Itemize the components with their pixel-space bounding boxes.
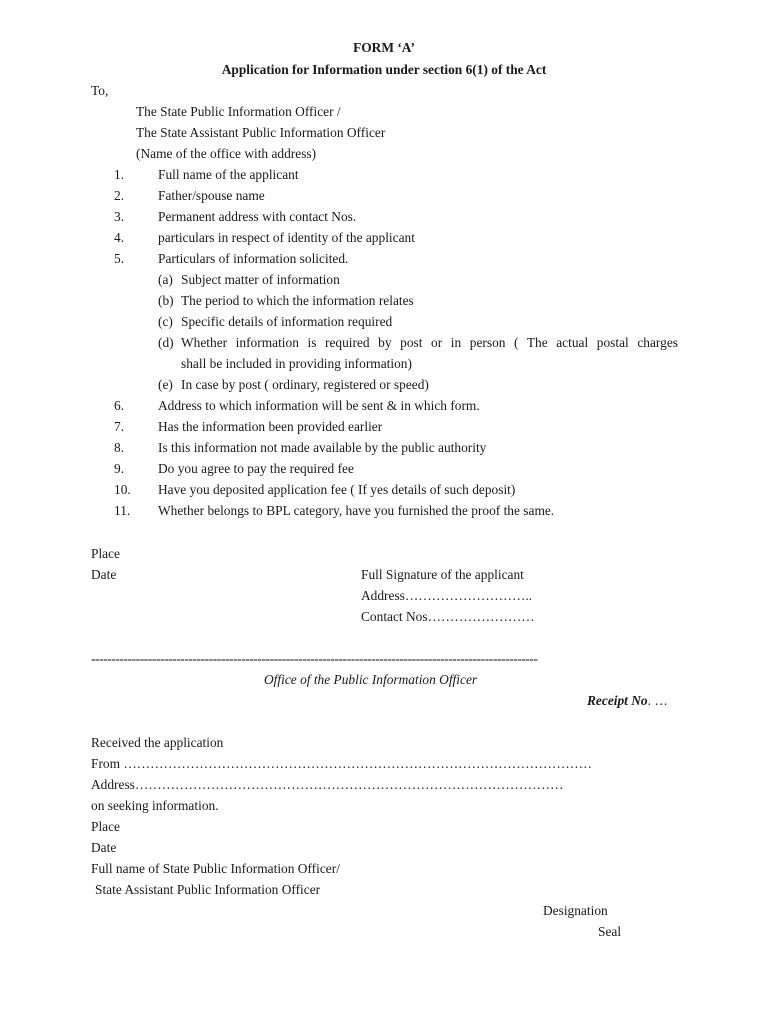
item-number: 3. [114,209,125,224]
item-number: 5. [114,251,125,266]
item-text: Is this information not made available by the public authority [158,440,487,455]
receipt-place-label: Place [91,819,120,834]
to-label: To, [91,83,109,98]
item-text: Has the information been provided earlier [158,419,383,434]
sub-item-text: The period to which the information relates [181,293,414,308]
receipt-address-field: Address…………………………………………………………………………………… [91,777,564,792]
receipt-suffix: . … [647,693,668,708]
item-number: 11. [114,503,131,518]
item-number: 10. [114,482,131,497]
item-text: Whether belongs to BPL category, have you furnished the proof the same. [158,503,555,518]
office-heading: Office of the Public Information Officer [264,672,478,687]
seal-label: Seal [598,924,622,939]
sub-item-letter: (c) [158,314,173,329]
form-title: FORM ‘A’ [353,40,415,55]
sub-item-letter: (a) [158,272,173,287]
contact-field: Contact Nos…………………… [361,609,535,624]
date-label: Date [91,567,117,582]
sub-item-letter: (d) [158,335,174,350]
receipt-date-label: Date [91,840,117,855]
received-text: Received the application [91,735,224,750]
seeking-text: on seeking information. [91,798,219,813]
officer-name-line: Full name of State Public Information Officer/ [91,861,340,876]
from-field: From …………………………………………………………………………………………… [91,756,593,771]
item-text: Permanent address with contact Nos. [158,209,357,224]
item-number: 8. [114,440,125,455]
form-subtitle: Application for Information under section 6(1) of the Act [221,62,547,77]
item-text: Father/spouse name [158,188,265,203]
place-label: Place [91,546,120,561]
item-number: 1. [114,167,125,182]
receipt-number [587,693,668,709]
item-text: Full name of the applicant [158,167,299,182]
item-text: Address to which information will be sent & in which form. [158,398,480,413]
sub-item-letter: (e) [158,377,173,392]
item-text: Particulars of information solicited. [158,251,349,266]
item-text: Do you agree to pay the required fee [158,461,354,476]
address-field: Address……………………….. [361,588,533,603]
item-number: 7. [114,419,125,434]
item-text: particulars in respect of identity of the applicant [158,230,415,245]
receipt-label: Receipt No [587,693,648,708]
sub-item-letter: (b) [158,293,174,308]
item-text: Have you deposited application fee ( If yes details of such deposit) [158,482,516,497]
sub-item-text: In case by post ( ordinary, registered or speed) [181,377,429,392]
officer-name-line: State Assistant Public Information Officer [95,882,321,897]
sub-item-text-continued: shall be included in providing information) [181,356,412,371]
signature-label: Full Signature of the applicant [361,567,524,582]
item-number: 4. [114,230,125,245]
addressee-line: The State Assistant Public Information Officer [136,125,386,140]
designation-label: Designation [543,903,608,918]
item-number: 2. [114,188,125,203]
addressee-line: The State Public Information Officer / [136,104,341,119]
sub-item-text: Specific details of information required [181,314,393,329]
sub-item-text: Whether information is required by post or in person ( The actual postal charges [181,335,678,350]
item-number: 6. [114,398,125,413]
addressee-line: (Name of the office with address) [136,146,317,161]
sub-item-text: Subject matter of information [181,272,340,287]
dashed-divider: -------------------------------------------------------------------------------------------------------------- [91,651,538,666]
item-number: 9. [114,461,125,476]
